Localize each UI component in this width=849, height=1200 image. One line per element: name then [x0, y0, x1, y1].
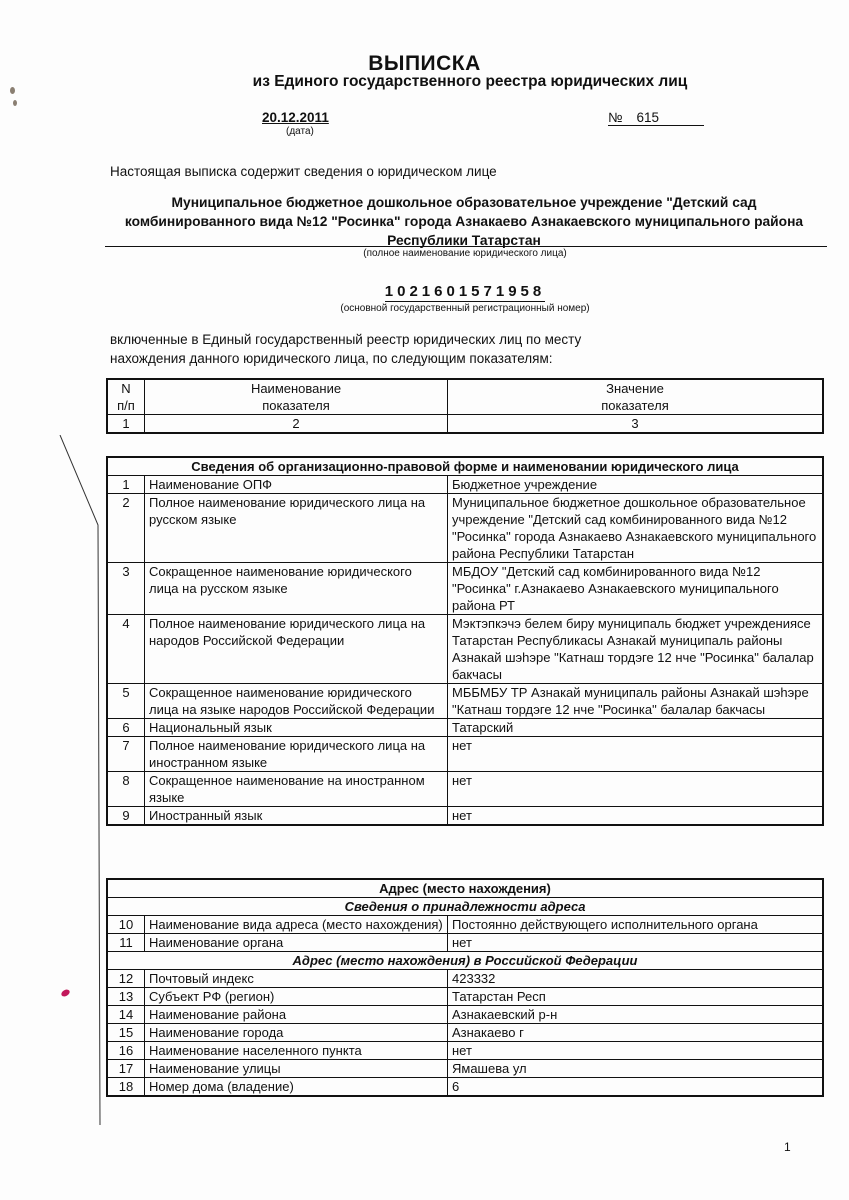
- row-value: МББМБУ ТР Азнакай муниципаль районы Азнакай шэhэре "Катнаш тордэге 12 нче "Росинка" балалар бакчасы: [448, 684, 824, 719]
- header-text: Наименование: [250, 381, 342, 396]
- row-name: Сокращенное наименование на иностранном языке: [145, 772, 448, 807]
- row-number: 11: [107, 934, 145, 952]
- row-number: 3: [107, 563, 145, 615]
- subsection-title: Адрес (место нахождения) в Российской Федерации: [107, 952, 823, 970]
- page-number: 1: [784, 1140, 791, 1154]
- column-header-table: [106, 378, 824, 434]
- row-number: 1: [107, 476, 145, 494]
- row-value: 6: [448, 1078, 824, 1097]
- document-subtitle: из Единого государственного реестра юридических лиц: [252, 73, 688, 90]
- row-name: Наименование города: [145, 1024, 448, 1042]
- row-number: 7: [107, 737, 145, 772]
- row-name: Наименование населенного пункта: [145, 1042, 448, 1060]
- row-value: нет: [448, 1042, 824, 1060]
- row-value: Мэктэпкэчэ белем биру муниципаль бюджет учреждениясе Татарстан Республикасы Азнакай муниципаль районы Азнакай шэhэре "Катнаш тордэге 12 нче "Росинка" балалар бакчасы: [448, 615, 824, 684]
- row-number: 14: [107, 1006, 145, 1024]
- intro-text: Настоящая выписка содержит сведения о юридическом лице: [110, 164, 497, 179]
- row-name: Номер дома (владение): [145, 1078, 448, 1097]
- table-row: [107, 615, 823, 684]
- row-value: нет: [448, 934, 824, 952]
- row-number: 5: [107, 684, 145, 719]
- row-name: Почтовый индекс: [145, 970, 448, 988]
- table-row: [107, 563, 823, 615]
- row-number: 10: [107, 916, 145, 934]
- table-row: [107, 1006, 823, 1024]
- row-value: нет: [448, 807, 824, 826]
- ogrn-value: 1021601571958: [384, 283, 546, 300]
- header-text: показателя: [601, 398, 669, 413]
- date-caption: (дата): [286, 126, 314, 137]
- full-name-line: Республики Татарстан: [387, 233, 541, 248]
- row-number: 4: [107, 615, 145, 684]
- number-value: 615: [636, 110, 660, 125]
- included-text: [110, 330, 581, 368]
- row-number: 6: [107, 719, 145, 737]
- row-value: Постоянно действующего исполнительного органа: [448, 916, 824, 934]
- row-number: 13: [107, 988, 145, 1006]
- row-name: Наименование района: [145, 1006, 448, 1024]
- table-row: [107, 988, 823, 1006]
- row-number: 18: [107, 1078, 145, 1097]
- full-name-line: Муниципальное бюджетное дошкольное образовательное учреждение "Детский сад: [171, 195, 757, 210]
- row-value: Бюджетное учреждение: [448, 476, 824, 494]
- row-value: нет: [448, 772, 824, 807]
- row-number: 8: [107, 772, 145, 807]
- document-title: ВЫПИСКА: [368, 52, 481, 75]
- table-row: [107, 737, 823, 772]
- row-number: 2: [107, 494, 145, 563]
- scan-speck: [13, 100, 17, 106]
- scan-fold-line: [55, 435, 105, 1125]
- header-text: показателя: [262, 398, 330, 413]
- row-value: 423332: [448, 970, 824, 988]
- full-name-underline: [105, 246, 827, 247]
- included-line: включенные в Единый государственный реестр юридических лиц по месту: [110, 332, 582, 347]
- scan-speck: [10, 87, 15, 94]
- row-number: 9: [107, 807, 145, 826]
- section-title: Адрес (место нахождения): [107, 879, 823, 898]
- table-row: [107, 934, 823, 952]
- table-row: [107, 807, 823, 826]
- table-row: [107, 684, 823, 719]
- row-value: Татарстан Респ: [448, 988, 824, 1006]
- header-text: N: [121, 381, 131, 396]
- table-row: [107, 494, 823, 563]
- header-row: [107, 379, 823, 415]
- document-number: [608, 110, 704, 126]
- included-line: нахождения данного юридического лица, по следующим показателям:: [110, 351, 553, 366]
- row-name: Иностранный язык: [145, 807, 448, 826]
- row-number: 12: [107, 970, 145, 988]
- row-name: Субъект РФ (регион): [145, 988, 448, 1006]
- header-col-number: [107, 379, 145, 415]
- row-value: Азнакаево г: [448, 1024, 824, 1042]
- ogrn-caption: (основной государственный регистрационный номер): [340, 303, 590, 314]
- table-row: [107, 1060, 823, 1078]
- section-title: Сведения об организационно-правовой форме и наименовании юридического лица: [107, 457, 823, 476]
- entity-full-name: [100, 193, 828, 250]
- col-number-3: 3: [448, 415, 824, 434]
- section-address-table: [106, 878, 824, 1097]
- table-row: [107, 772, 823, 807]
- row-name: Полное наименование юридического лица на русском языке: [145, 494, 448, 563]
- row-number: 15: [107, 1024, 145, 1042]
- row-name: Наименование улицы: [145, 1060, 448, 1078]
- table-row: [107, 1042, 823, 1060]
- row-name: Наименование органа: [145, 934, 448, 952]
- table-row: [107, 1078, 823, 1097]
- row-number: 16: [107, 1042, 145, 1060]
- ogrn: [0, 283, 849, 300]
- row-name: Национальный язык: [145, 719, 448, 737]
- full-name-line: комбинированного вида №12 "Росинка" города Азнакаево Азнакаевского муниципального района: [124, 214, 804, 229]
- row-name: Полное наименование юридического лица на народов Российской Федерации: [145, 615, 448, 684]
- number-sign: №: [608, 110, 623, 125]
- table-row: [107, 719, 823, 737]
- row-name: Наименование вида адреса (место нахождения): [145, 916, 448, 934]
- section-org-form-table: [106, 456, 824, 826]
- row-value: нет: [448, 737, 824, 772]
- table-row: [107, 1024, 823, 1042]
- full-name-caption: (полное наименование юридического лица): [363, 248, 567, 259]
- row-value: Ямашева ул: [448, 1060, 824, 1078]
- document-date: 20.12.2011: [262, 110, 329, 125]
- col-number-1: 1: [107, 415, 145, 434]
- header-col-name: [145, 379, 448, 415]
- row-name: Сокращенное наименование юридического лица на русском языке: [145, 563, 448, 615]
- row-name: Наименование ОПФ: [145, 476, 448, 494]
- header-text: п/п: [117, 398, 135, 413]
- row-name: Полное наименование юридического лица на иностранном языке: [145, 737, 448, 772]
- subsection-title: Сведения о принадлежности адреса: [107, 898, 823, 916]
- header-col-value: [448, 379, 824, 415]
- table-row: [107, 476, 823, 494]
- row-value: Муниципальное бюджетное дошкольное образовательное учреждение "Детский сад комбинированного вида №12 "Росинка" города Азнакаево Азнакаевского муниципального района Республики Татарстан: [448, 494, 824, 563]
- header-number-row: [107, 415, 823, 434]
- row-number: 17: [107, 1060, 145, 1078]
- row-value: МБДОУ "Детский сад комбинированного вида №12 "Росинка" г.Азнакаево Азнакаевского муниципального района РТ: [448, 563, 824, 615]
- row-name: Сокращенное наименование юридического лица на языке народов Российской Федерации: [145, 684, 448, 719]
- col-number-2: 2: [145, 415, 448, 434]
- table-row: [107, 970, 823, 988]
- header-text: Значение: [606, 381, 664, 396]
- table-row: [107, 916, 823, 934]
- row-value: Азнакаевский р-н: [448, 1006, 824, 1024]
- row-value: Татарский: [448, 719, 824, 737]
